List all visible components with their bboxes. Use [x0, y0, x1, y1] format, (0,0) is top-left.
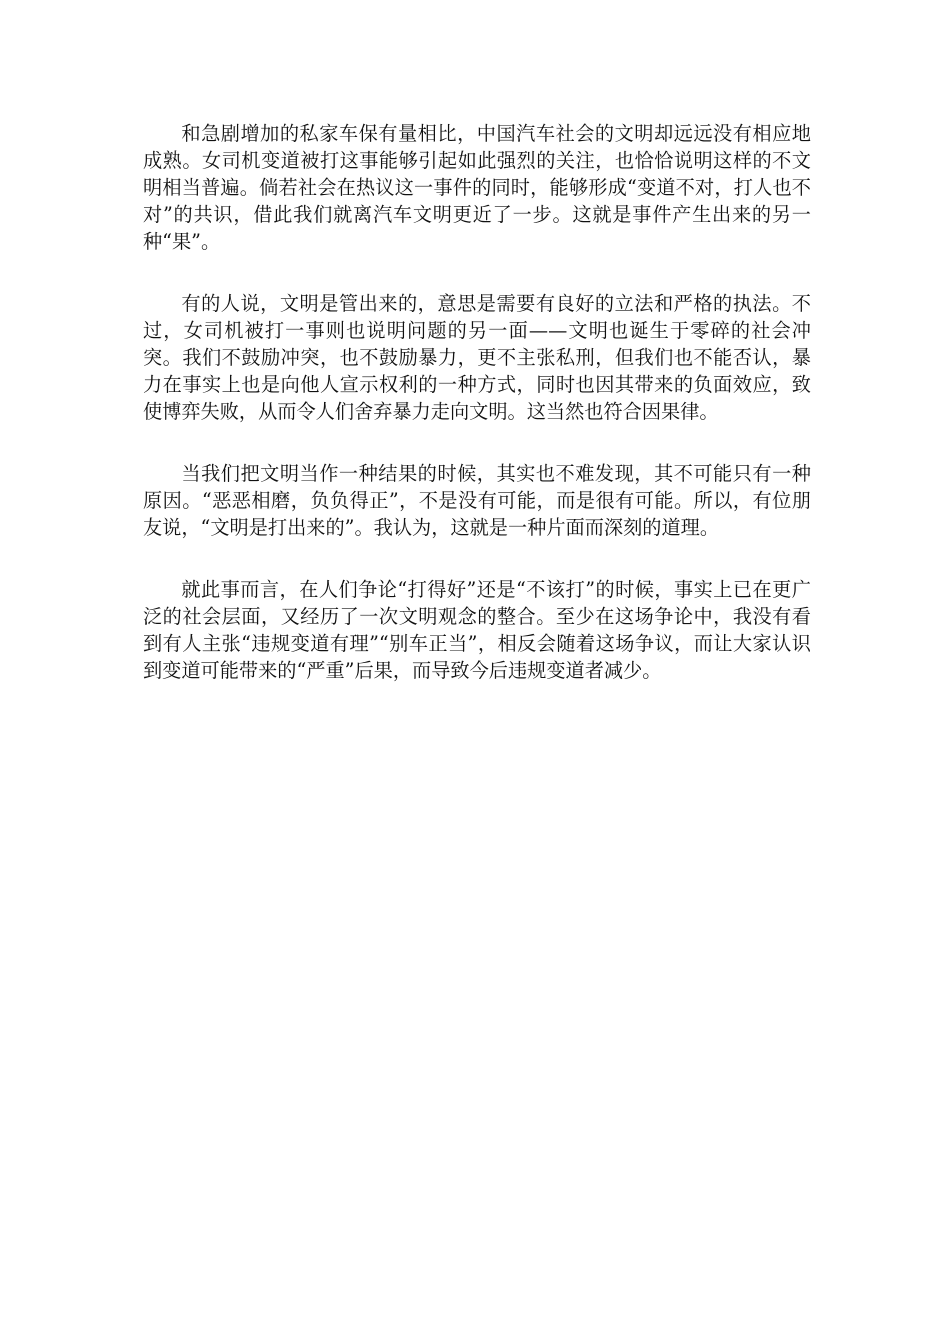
paragraph-1: 和急剧增加的私家车保有量相比，中国汽车社会的文明却远远没有相应地成熟。女司机变道被打这事能够引起如此强烈的关注，也恰恰说明这样的不文明相当普遍。倘若社会在热议这一事件的同时，能够形成“变道不对，打人也不对”的共识，借此我们就离汽车文明更近了一步。这就是事件产生出来的另一种“果”。: [143, 122, 811, 253]
paragraph-2: 有的人说，文明是管出来的，意思是需要有良好的立法和严格的执法。不过，女司机被打一事则也说明问题的另一面——文明也诞生于零碎的社会冲突。我们不鼓励冲突，也不鼓励暴力，更不主张私刑，但我们也不能否认，暴力在事实上也是向他人宣示权利的一种方式，同时也因其带来的负面效应，致使博弈失败，从而令人们舍弃暴力走向文明。这当然也符合因果律。: [143, 292, 811, 423]
paragraph-4: 就此事而言，在人们争论“打得好”还是“不该打”的时候，事实上已在更广泛的社会层面，又经历了一次文明观念的整合。至少在这场争论中，我没有看到有人主张“违规变道有理”“别车正当”，相反会随着这场争议，而让大家认识到变道可能带来的“严重”后果，而导致今后违规变道者减少。: [143, 578, 811, 682]
document-body: [143, 120, 811, 719]
paragraph-3: 当我们把文明当作一种结果的时候，其实也不难发现，其不可能只有一种原因。“恶恶相磨，负负得正”，不是没有可能，而是很有可能。所以，有位朋友说，“文明是打出来的”。我认为，这就是一种片面而深刻的道理。: [143, 462, 811, 539]
